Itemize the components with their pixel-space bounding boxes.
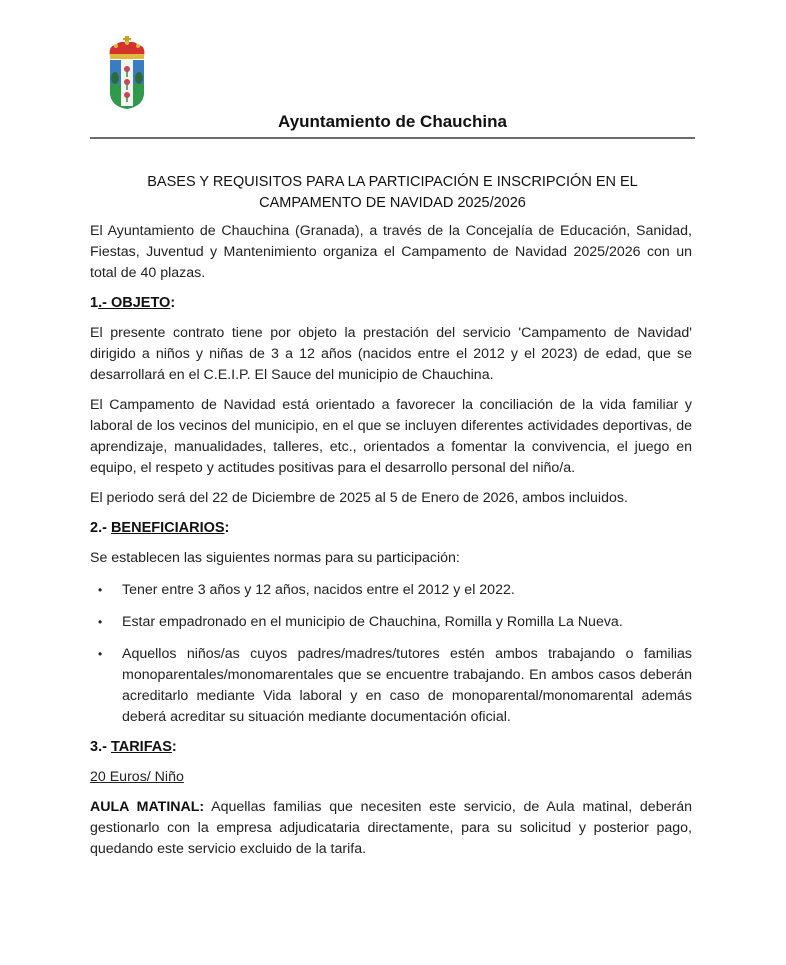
objeto-paragraph: El Campamento de Navidad está orientado a favorecer la conciliación de la vida familiar y laboral de los vecinos del municipio, en el que se incluyen diferentes actividades deportivas, de aprendizaje, manualidades, talleres, etc., orientados a fomentar la convivencia, el juego en equipo, el respeto y actitudes positivas para el desarrollo personal del niño/a. [90,397,692,476]
section-colon: : [170,295,176,311]
aula-matinal-text: Aquellas familias que necesiten este servicio, de Aula matinal, deberán gestionarlo con la empresa adjudicataria directamente, para su solicitud y posterior pago, quedando este servicio excluido de la tarifa. [90,799,692,857]
section-heading-beneficiarios [90,518,692,539]
aula-matinal-paragraph [90,797,692,860]
header-divider [90,137,695,139]
list-item-text: Aquellos niños/as cuyos padres/madres/tutores estén ambos trabajando o familias monoparentales/monomarentales que se encuentre trabajando. En ambos casos deberán acreditarlo mediante Vida laboral y en caso de monoparental/monomarental además deberá acreditar su situación mediante documentación oficial. [122,646,692,725]
coat-of-arms-icon [106,36,148,110]
document-body [90,221,692,869]
section-number: 2.- [90,520,111,536]
list-item [90,580,692,601]
document-title-line-1: BASES Y REQUISITOS PARA LA PARTICIPACIÓN E INSCRIPCIÓN EN EL [147,174,638,190]
list-item [90,644,692,728]
requirements-list [90,580,692,728]
intro-paragraph: El Ayuntamiento de Chauchina (Granada), a través de la Concejalía de Educación, Sanidad, Fiestas, Juventud y Mantenimiento organiza el Campamento de Navidad 2025/2026 con un total de 40 plazas. [90,223,692,281]
aula-matinal-label: AULA MATINAL: [90,799,205,815]
document-title [90,172,695,214]
bullet-icon: • [98,615,103,629]
beneficiarios-intro: Se establecen las siguientes normas para su participación: [90,550,460,566]
bullet-icon: • [98,583,103,597]
list-item-text: Estar empadronado en el municipio de Chauchina, Romilla y Romilla La Nueva. [122,614,623,630]
section-title: .- OBJETO [98,295,171,311]
section-heading-objeto [90,293,692,314]
section-colon: : [171,739,177,755]
section-title: TARIFAS [110,739,172,755]
header-title: Ayuntamiento de Chauchina [278,112,507,131]
section-number: 1 [90,295,99,311]
objeto-paragraph: El periodo será del 22 de Diciembre de 2025 al 5 de Enero de 2026, ambos incluidos. [90,490,628,506]
list-item-text: Tener entre 3 años y 12 años, nacidos entre el 2012 y el 2022. [122,582,515,598]
section-colon: : [224,520,230,536]
document-title-line-2: CAMPAMENTO DE NAVIDAD 2025/2026 [259,195,526,211]
objeto-paragraph: El presente contrato tiene por objeto la prestación del servicio 'Campamento de Navidad' dirigido a niños y niñas de 3 a 12 años (nacidos entre el 2012 y el 2023) de edad, que se desarrollará en el C.E.I.P. El Sauce del municipio de Chauchina. [90,325,692,383]
section-number: 3.- [90,739,111,755]
list-item [90,612,692,633]
bullet-icon: • [98,647,103,661]
section-heading-tarifas [90,737,692,758]
section-title: BENEFICIARIOS [110,520,225,536]
price-text: 20 Euros/ Niño [90,769,184,785]
